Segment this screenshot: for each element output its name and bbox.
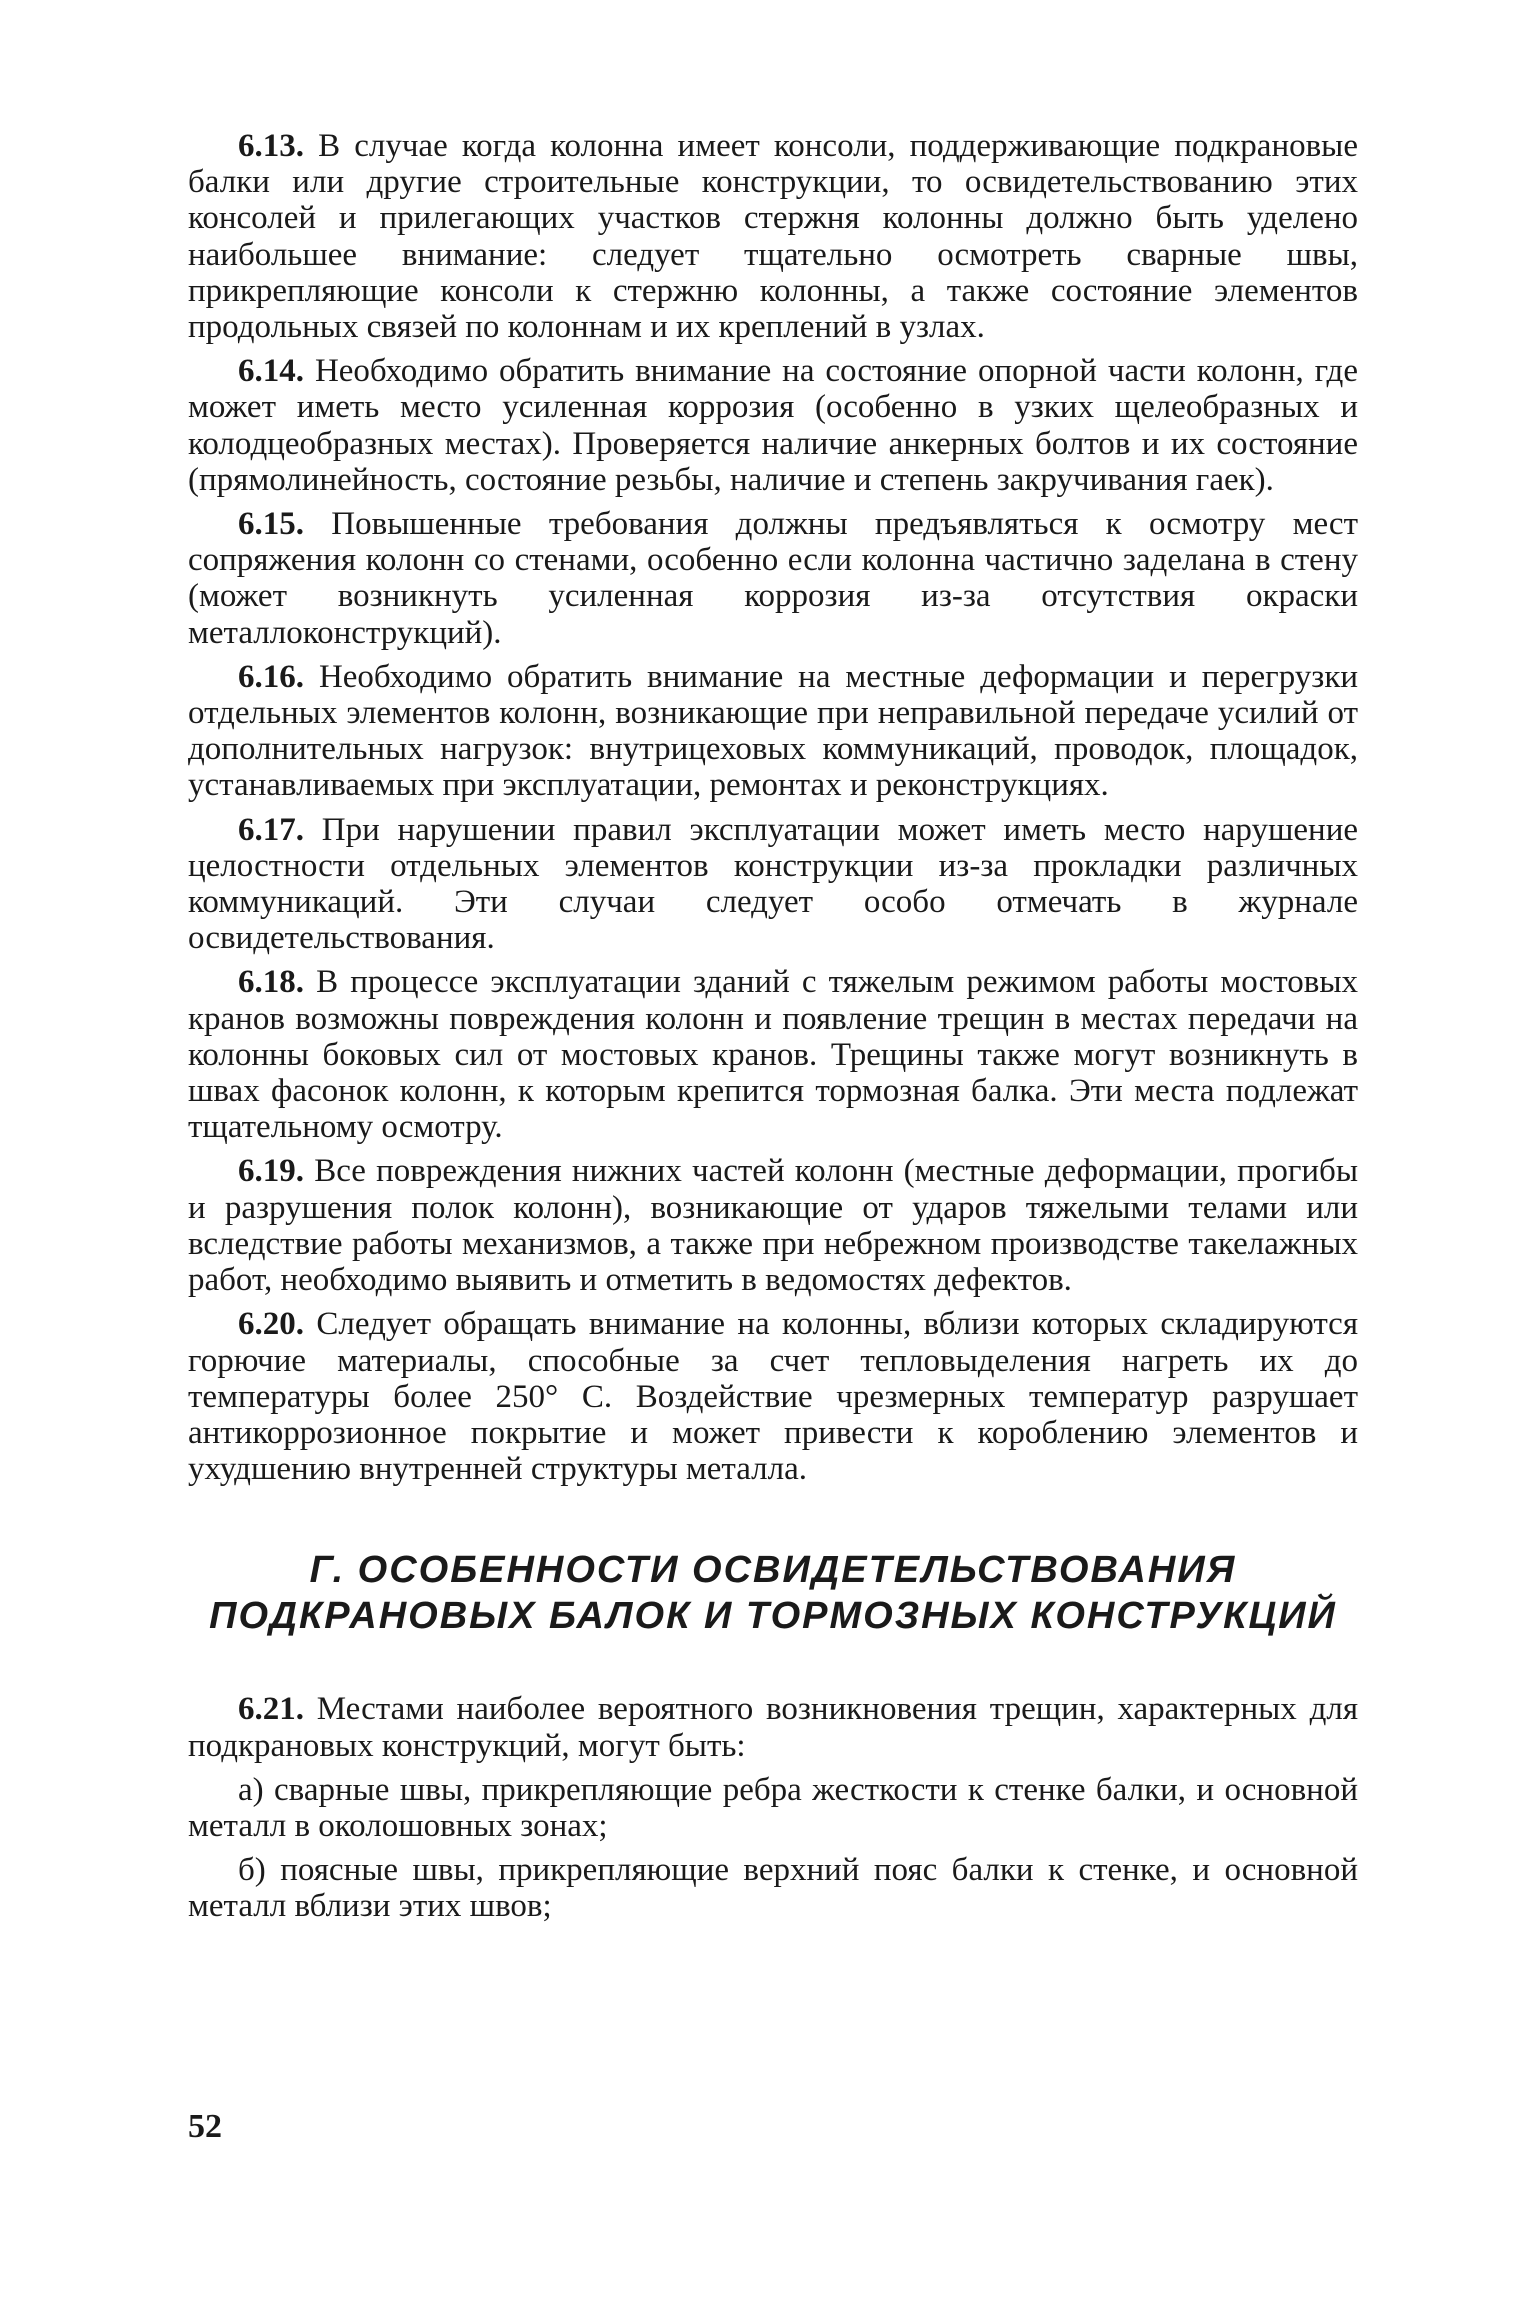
paragraph-text: В процессе эксплуатации зданий с тяжелым режимом работы мостовых кранов возможны повреждения колонн и появление трещин в местах передачи на колонны боковых сил от мостовых кранов. Трещины также могут возникнуть в швах фасонок колонн, к которым крепится тормозная балка. Эти места подлежат тщательному осмотру.	[188, 964, 1358, 1146]
paragraph-number: 6.19.	[238, 1153, 304, 1190]
paragraph-text: Все повреждения нижних частей колонн (местные деформации, прогибы и разрушения полок колонн), возникающие от ударов тяжелыми телами или вследствие работы механизмов, а также при небрежном производстве такелажных работ, необходимо выявить и отметить в ведомостях дефектов.	[188, 1153, 1358, 1299]
paragraph-number: 6.13.	[238, 128, 304, 164]
list-item-a: а) сварные швы, прикрепляющие ребра жесткости к стенке балки, и основной металл в околошовных зонах;	[188, 1771, 1358, 1844]
section-heading-line-1: Г. ОСОБЕННОСТИ ОСВИДЕТЕЛЬСТВОВАНИЯ	[309, 1549, 1237, 1592]
paragraph-text: При нарушении правил эксплуатации может иметь место нарушение целостности отдельных элементов конструкции из-за прокладки различных коммуникаций. Эти случаи следует особо отмечать в журнале освидетельствования.	[188, 811, 1358, 957]
paragraph-6-18	[188, 964, 1358, 1145]
section-heading	[188, 1547, 1358, 1639]
paragraph-text: Повышенные требования должны предъявляться к осмотру мест сопряжения колонн со стенами, особенно если колонна частично заделана в стену (может возникнуть усиленная коррозия из-за отсутствия окраски металлоконструкций).	[188, 506, 1358, 651]
paragraph-6-13	[188, 128, 1358, 345]
list-item-b: б) поясные швы, прикрепляющие верхний пояс балки к стенке, и основной металл вблизи этих швов;	[188, 1852, 1358, 1925]
section-heading-line-2: ПОДКРАНОВЫХ БАЛОК И ТОРМОЗНЫХ КОНСТРУКЦИЙ	[209, 1595, 1337, 1638]
paragraph-6-20	[188, 1306, 1358, 1487]
paragraph-6-14	[188, 353, 1358, 498]
paragraph-number: 6.15.	[238, 506, 304, 543]
paragraph-number: 6.18.	[238, 964, 304, 1001]
paragraph-text: Следует обращать внимание на колонны, вблизи которых складируются горючие материалы, способные за счет тепловыделения нагреть их до температуры более 250° С. Воздействие чрезмерных температур разрушает антикоррозионное покрытие и может привести к короблению элементов и ухудшению внутренней структуры металла.	[188, 1306, 1358, 1488]
paragraph-text: В случае когда колонна имеет консоли, поддерживающие подкрановые балки или другие строительные конструкции, то освидетельствованию этих консолей и прилегающих участков стержня колонны должно быть уделено наибольшее внимание: следует тщательно осмотреть сварные швы, прикрепляющие консоли к стержню колонны, а также состояние элементов продольных связей по колоннам и их креплений в узлах.	[188, 128, 1359, 346]
paragraph-6-21	[188, 1691, 1358, 1763]
document-page	[188, 128, 1358, 1933]
paragraph-6-17	[188, 812, 1358, 957]
paragraph-number: 6.20.	[238, 1306, 304, 1343]
paragraph-text: Необходимо обратить внимание на местные деформации и перегрузки отдельных элементов колонн, возникающие при неправильной передаче усилий от дополнительных нагрузок: внутрицеховых коммуникаций, проводок, площадок, устанавливаемых при эксплуатации, ремонтах и реконструкциях.	[188, 658, 1359, 804]
paragraph-number: 6.14.	[238, 353, 304, 390]
paragraph-number: 6.17.	[238, 811, 304, 848]
paragraph-text: Местами наиболее вероятного возникновения трещин, характерных для подкрановых конструкций, могут быть:	[188, 1691, 1359, 1764]
paragraph-6-19	[188, 1153, 1358, 1298]
paragraph-6-15	[188, 506, 1358, 651]
paragraph-number: 6.16.	[238, 658, 304, 695]
paragraph-text: Необходимо обратить внимание на состояние опорной части колонн, где может иметь место усиленная коррозия (особенно в узких щелеобразных и колодцеобразных местах). Проверяется наличие анкерных болтов и их состояние (прямолинейность, состояние резьбы, наличие и степень закручивания гаек).	[188, 353, 1358, 498]
paragraph-number: 6.21.	[238, 1691, 304, 1728]
page-number: 52	[188, 2108, 222, 2145]
paragraph-6-16	[188, 659, 1358, 804]
